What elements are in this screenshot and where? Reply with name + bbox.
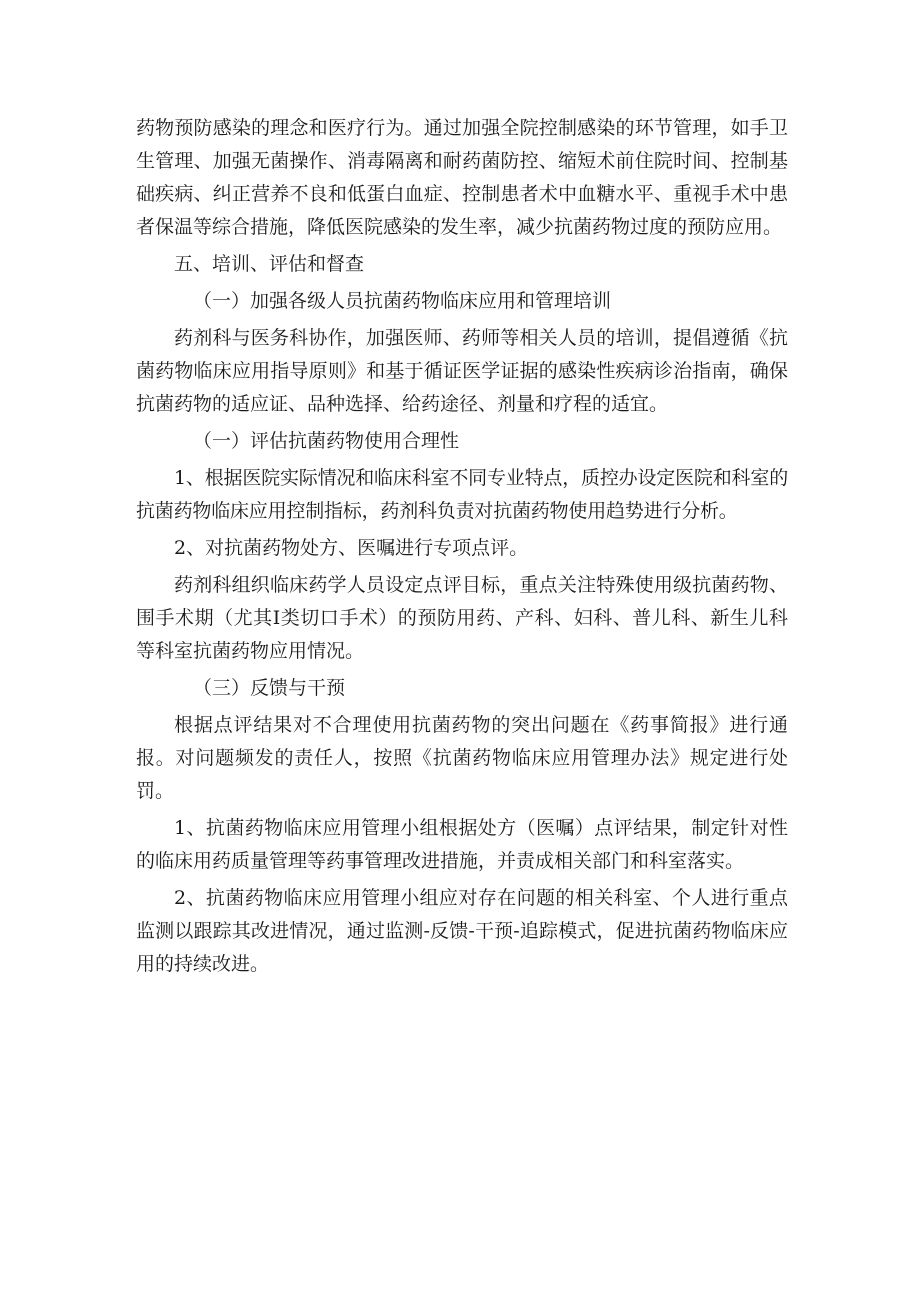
paragraph-notification: 根据点评结果对不合理使用抗菌药物的突出问题在《药事简报》进行通报。对问题频发的责任人，按照《抗菌药物临床应用管理办法》规定进行处罚。 bbox=[136, 714, 788, 802]
paragraph-control-indicators: 1、根据医院实际情况和临床科室不同专业特点，质控办设定医院和科室的抗菌药物临床应用控制指标，药剂科负责对抗菌药物使用趋势进行分析。 bbox=[136, 467, 788, 522]
subheading-training: （一）加强各级人员抗菌药物临床应用和管理培训 bbox=[193, 290, 612, 312]
document-body bbox=[136, 112, 788, 981]
subheading-evaluation: （一）评估抗菌药物使用合理性 bbox=[193, 430, 460, 452]
subheading-feedback: （三）反馈与干预 bbox=[193, 677, 346, 699]
paragraph-infection-prevention: 药物预防感染的理念和医疗行为。通过加强全院控制感染的环节管理，如手卫生管理、加强无菌操作、消毒隔离和耐药菌防控、缩短术前住院时间、控制基础疾病、纠正营养不良和低蛋白血症、控制患者术中血糖水平、重视手术中患者保温等综合措施，降低医院感染的发生率，减少抗菌药物过度的预防应用。 bbox=[136, 117, 788, 238]
paragraph-review-targets: 药剂科组织临床药学人员设定点评目标，重点关注特殊使用级抗菌药物、围手术期（尤其I类切口手术）的预防用药、产科、妇科、普儿科、新生儿科等科室抗菌药物应用情况。 bbox=[136, 574, 788, 662]
paragraph-training: 药剂科与医务科协作，加强医师、药师等相关人员的培训，提倡遵循《抗菌药物临床应用指导原则》和基于循证医学证据的感染性疾病诊治指南，确保抗菌药物的适应证、品种选择、给药途径、剂量和疗程的适宜。 bbox=[136, 327, 788, 415]
paragraph-improvement-measures: 1、抗菌药物临床应用管理小组根据处方（医嘱）点评结果，制定针对性的临床用药质量管理等药事管理改进措施，并责成相关部门和科室落实。 bbox=[136, 817, 788, 872]
section-heading-training: 五、培训、评估和督查 bbox=[174, 253, 365, 275]
paragraph-continuous-improvement: 2、抗菌药物临床应用管理小组应对存在问题的相关科室、个人进行重点监测以跟踪其改进情况，通过监测-反馈-干预-追踪模式，促进抗菌药物临床应用的持续改进。 bbox=[136, 887, 788, 975]
paragraph-prescription-review: 2、对抗菌药物处方、医嘱进行专项点评。 bbox=[174, 537, 529, 559]
